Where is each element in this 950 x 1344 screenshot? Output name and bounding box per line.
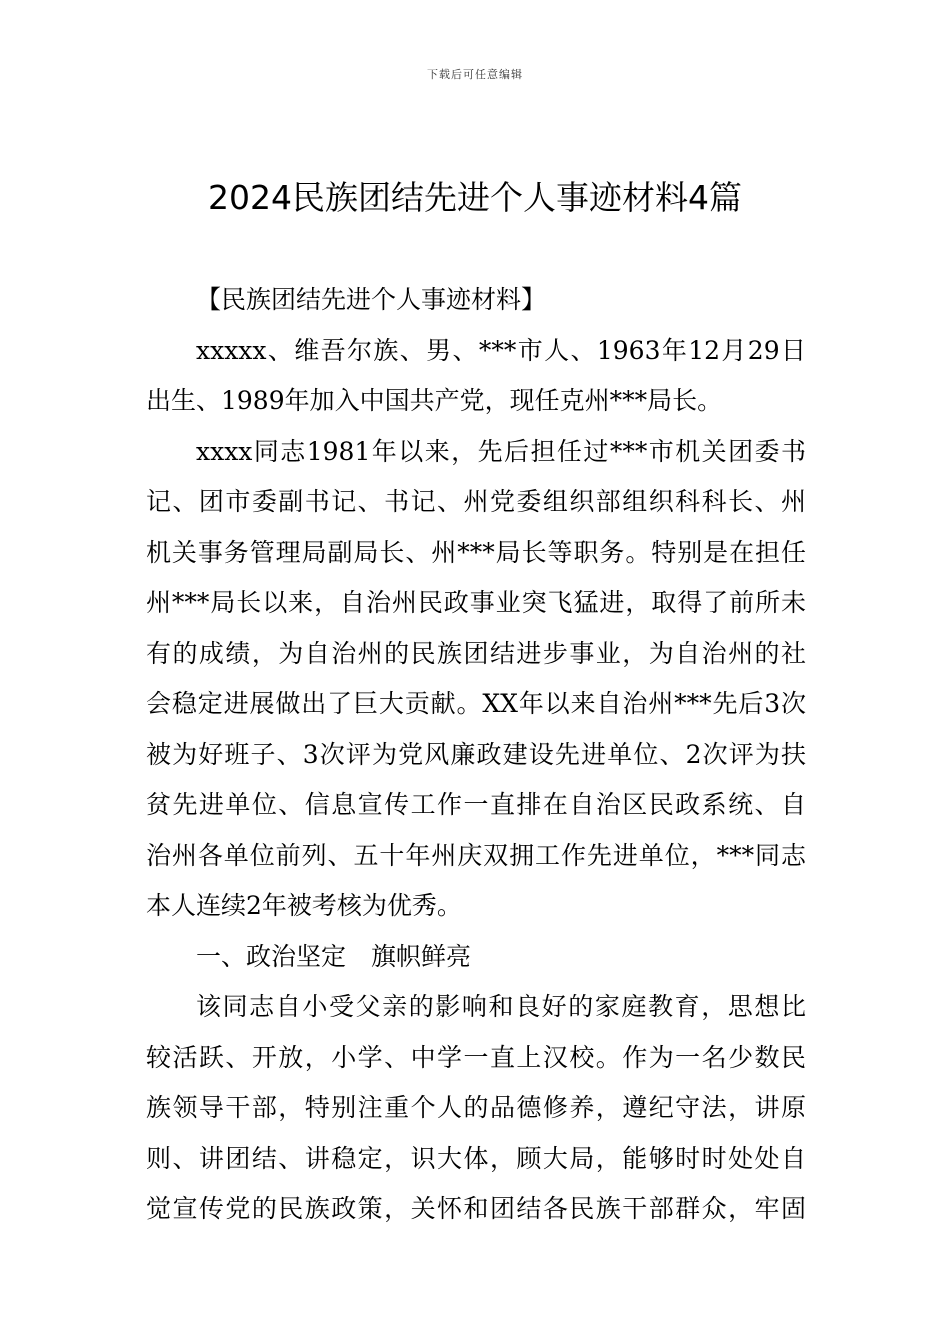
paragraph-line: 州***局长以来，自治州民政事业突飞猛进，取得了前所未 — [146, 588, 806, 617]
paragraph-line: 贫先进单位、信息宣传工作一直排在自治区民政系统、自 — [146, 790, 806, 819]
section-heading: 一、政治坚定 旗帜鲜亮 — [196, 941, 472, 971]
paragraph-line: 本人连续2年被考核为优秀。 — [146, 891, 462, 920]
paragraph-line: 机关事务管理局副局长、州***局长等职务。特别是在担任 — [146, 537, 806, 567]
paragraph-line: 觉宣传党的民族政策，关怀和团结各民族干部群众，牢固 — [146, 1194, 806, 1223]
section-heading-bracket: 【民族团结先进个人事迹材料】 — [196, 285, 547, 314]
paragraph-line: xxxx同志1981年以来，先后担任过***市机关团委书 — [196, 436, 806, 466]
paragraph-line: 则、讲团结、讲稳定，识大体，顾大局，能够时时处处自 — [146, 1143, 806, 1173]
paragraph-line: 会稳定进展做出了巨大贡献。XX年以来自治州***先后3次 — [146, 689, 806, 718]
paragraph-line: 该同志自小受父亲的影响和良好的家庭教育，思想比 — [196, 992, 806, 1021]
document-title: 2024民族团结先进个人事迹材料4篇 — [208, 178, 742, 217]
paragraph-line: 出生、1989年加入中国共产党，现任克州***局长。 — [146, 386, 723, 415]
paragraph-line: 治州各单位前列、五十年州庆双拥工作先进单位，***同志 — [146, 840, 806, 870]
paragraph-line: 记、团市委副书记、书记、州党委组织部组织科科长、州 — [146, 487, 806, 516]
document-body — [146, 275, 806, 1235]
paragraph-line: 族领导干部，特别注重个人的品德修养，遵纪守法，讲原 — [146, 1093, 806, 1122]
header-note: 下载后可任意编辑 — [427, 68, 523, 81]
paragraph-line: xxxxx、维吾尔族、男、***市人、1963年12月29日 — [196, 335, 806, 365]
paragraph-line: 被为好班子、3次评为党风廉政建设先进单位、2次评为扶 — [146, 739, 806, 769]
paragraph-line: 有的成绩，为自治州的民族团结进步事业，为自治州的社 — [146, 638, 806, 668]
paragraph-line: 较活跃、开放，小学、中学一直上汉校。作为一名少数民 — [146, 1042, 806, 1072]
